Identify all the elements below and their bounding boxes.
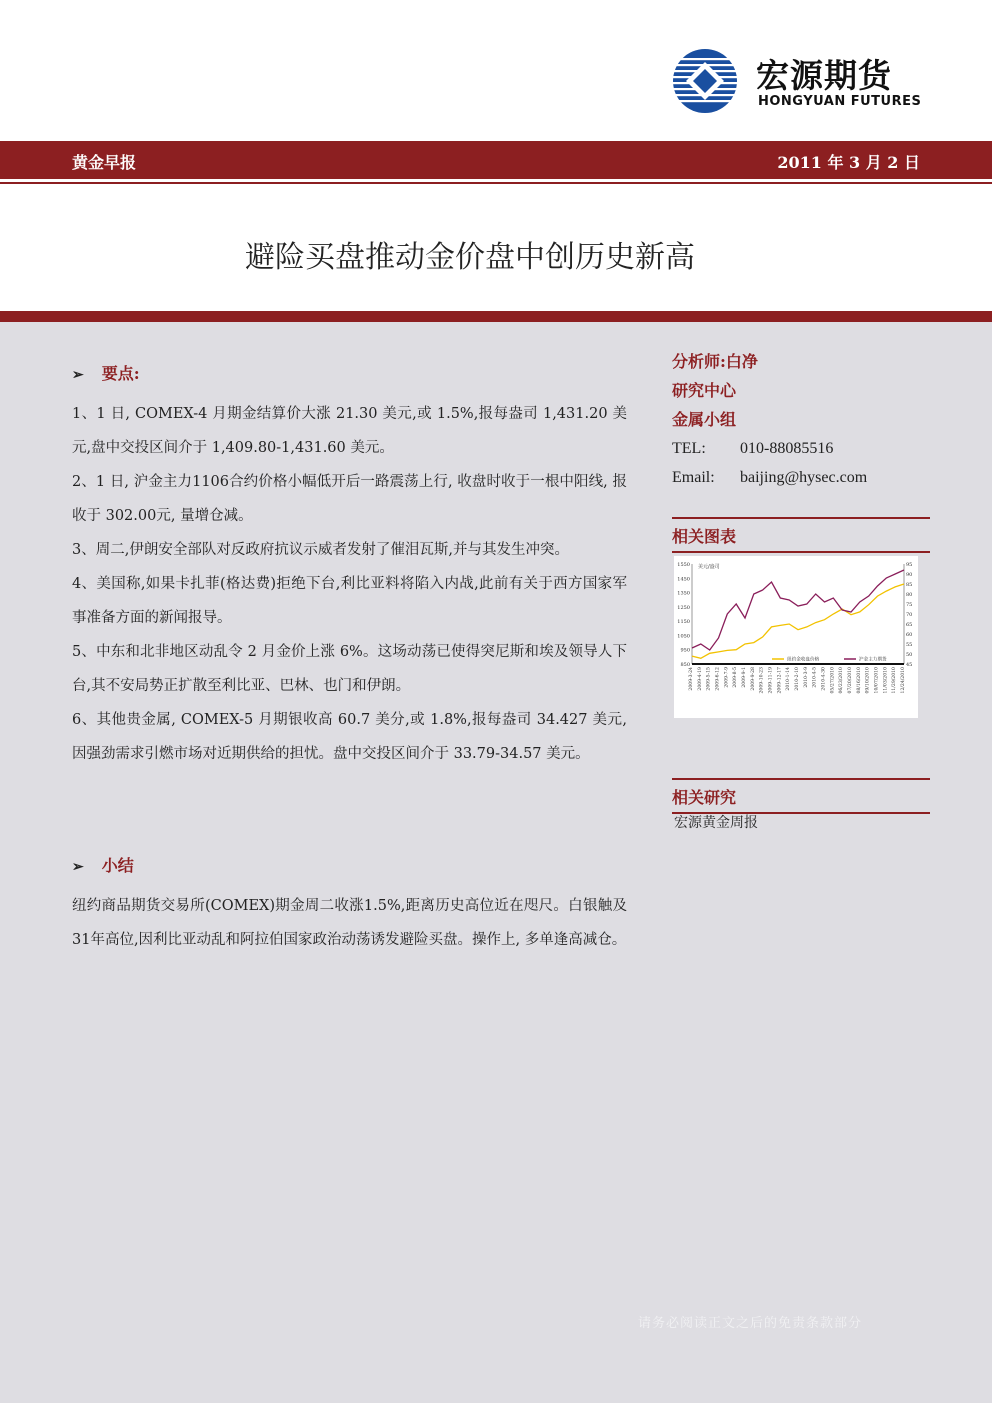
y-tick-label-left: 1350: [677, 590, 690, 597]
report-type: 黄金早报: [72, 153, 137, 172]
x-tick-label: 2009-8-5: [733, 667, 739, 688]
y-tick-label-right: 95: [906, 562, 913, 568]
x-tick-label: 2009-11-19: [768, 667, 774, 694]
y-tick-label-right: 65: [906, 622, 913, 628]
x-tick-label: 09/10/2010: [865, 667, 871, 694]
x-tick-label: 08/16/2010: [856, 667, 862, 694]
y-tick-label-right: 55: [906, 642, 913, 648]
x-tick-label: 2009-7-9: [724, 667, 730, 688]
x-tick-label: 2009-10-23: [759, 667, 765, 694]
y-tick-label-right: 50: [906, 652, 913, 658]
arrow-bullet-icon: ➢: [72, 859, 84, 875]
x-tick-label: 12/24/2010: [901, 667, 906, 694]
key-point-item: 6、其他贵金属, COMEX-5 月期银收高 60.7 美分,或 1.8%,报每盎司 34.427 美元,因强劲需求引燃市场对近期供给的担忧。盘中交投区间介于 33.79-34.57 美元。: [72, 712, 627, 762]
summary-heading-text: 小结: [101, 856, 134, 875]
x-tick-label: 2009-9-1: [742, 667, 747, 688]
summary-text: [72, 889, 627, 957]
x-tick-label: 2010-4-30: [821, 667, 827, 691]
unit-label: 美元/盎司: [698, 564, 720, 570]
logo-name-cn: 宏源期货: [756, 56, 892, 95]
summary-heading: [72, 853, 134, 876]
tel-label: TEL:: [672, 440, 706, 457]
x-tick-label: 2010-4-5: [812, 667, 818, 688]
chart-section-heading: 相关图表: [672, 517, 930, 553]
y-tick-label-right: 80: [906, 592, 913, 598]
key-points-list: [72, 397, 627, 771]
key-point-item: 3、周二,伊朗安全部队对反政府抗议示威者发射了催泪瓦斯,并与其发生冲突。: [72, 542, 569, 558]
x-tick-label: 2009-5-15: [706, 667, 712, 691]
key-point-item: 2、1 日, 沪金主力1106合约价格小幅低开后一路震荡上行, 收盘时收于一根中阳线, 报收于 302.00元, 量增仓减。: [72, 474, 627, 524]
x-tick-label: 06/23/2010: [839, 667, 845, 694]
research-dept: 研究中心: [672, 381, 737, 400]
research-group: 金属小组: [672, 410, 737, 429]
x-tick-label: 05/27/2010: [830, 667, 836, 694]
key-point-item: 4、美国称,如果卡扎菲(格达费)拒绝下台,利比亚料将陷入内战,此前有关于西方国家军事准备方面的新闻报导。: [72, 576, 627, 626]
company-logo: [672, 46, 922, 116]
y-tick-label-right: 60: [906, 632, 913, 638]
tel-value: 010-88085516: [740, 440, 834, 457]
email-value[interactable]: baijing@hysec.com: [740, 469, 868, 486]
x-tick-label: 07/20/2010: [848, 667, 853, 694]
key-points-heading: [72, 361, 140, 384]
x-tick-label: 2010-1-14: [786, 667, 792, 691]
y-tick-label-right: 90: [906, 572, 913, 578]
y-tick-label-right: 45: [906, 662, 913, 668]
header-band-rule: [0, 182, 992, 184]
tel-row: [672, 434, 930, 463]
x-tick-label: 2009-6-12: [715, 667, 721, 691]
x-tick-label: 2010-3-9: [803, 667, 809, 688]
y-tick-label-right: 75: [906, 602, 913, 608]
analyst-info: [672, 347, 930, 492]
title-divider: [0, 311, 992, 322]
y-tick-label-left: 1250: [677, 604, 690, 611]
x-tick-label: 2009-9-28: [750, 667, 756, 691]
page-title: 避险买盘推动金价盘中创历史新高: [245, 240, 695, 275]
email-label: Email:: [672, 469, 715, 486]
y-tick-label-left: 950: [680, 647, 690, 654]
chart-svg: [674, 556, 918, 718]
analyst-name: 分析师:白净: [672, 352, 758, 371]
x-tick-label: 2009-4-19: [697, 667, 703, 691]
y-tick-label-left: 1150: [677, 619, 690, 626]
report-date: 2011 年 3 月 2 日: [777, 153, 920, 172]
x-tick-label: 11/03/2010: [883, 667, 889, 694]
x-tick-label: 2009-3-24: [689, 667, 694, 691]
key-point-item: 5、中东和北非地区动乱令 2 月金价上涨 6%。这场动荡已使得突尼斯和埃及领导人下台,其不安局势正扩散至利比亚、巴林、也门和伊朗。: [72, 644, 627, 694]
y-tick-label-left: 1550: [677, 562, 690, 568]
related-research-item[interactable]: 宏源黄金周报: [674, 815, 758, 831]
y-tick-label-left: 1050: [677, 633, 690, 640]
legend-label: 沪金主力期货: [859, 657, 887, 663]
summary-paragraph: 纽约商品期货交易所(COMEX)期金周二收涨1.5%,距离历史高位近在咫尺。白银触及31年高位,因利比亚动乱和阿拉伯国家政治动荡诱发避险买盘。操作上, 多单逢高减仓。: [72, 898, 627, 948]
logo-name-en: HONGYUAN FUTURES: [758, 94, 922, 109]
y-tick-label-right: 70: [906, 612, 913, 618]
y-tick-label-left: 1450: [677, 576, 690, 583]
x-tick-label: 2009-12-17: [777, 667, 783, 694]
disclaimer-note: 请务必阅读正文之后的免责条款部分: [638, 1316, 863, 1331]
key-point-item: 1、1 日, COMEX-4 月期金结算价大涨 21.30 美元,或 1.5%,报每盎司 1,431.20 美元,盘中交投区间介于 1,409.80-1,431.60 美元。: [72, 406, 627, 456]
series-line-0: [692, 584, 904, 658]
research-section-heading: 相关研究: [672, 778, 930, 814]
logo-emblem-icon: [672, 48, 738, 114]
y-tick-label-right: 85: [906, 582, 913, 588]
email-row: [672, 463, 930, 492]
x-tick-label: 11/29/2010: [892, 667, 898, 694]
arrow-bullet-icon: ➢: [72, 367, 84, 383]
x-tick-label: 10/07/2010: [874, 667, 880, 694]
gold-price-chart: [674, 556, 918, 718]
key-points-heading-text: 要点:: [101, 364, 140, 383]
series-line-1: [692, 570, 904, 650]
legend-label: 纽约金收盘价格: [787, 657, 820, 663]
y-tick-label-left: 850: [680, 662, 690, 668]
x-tick-label: 2010-2-10: [795, 667, 800, 691]
